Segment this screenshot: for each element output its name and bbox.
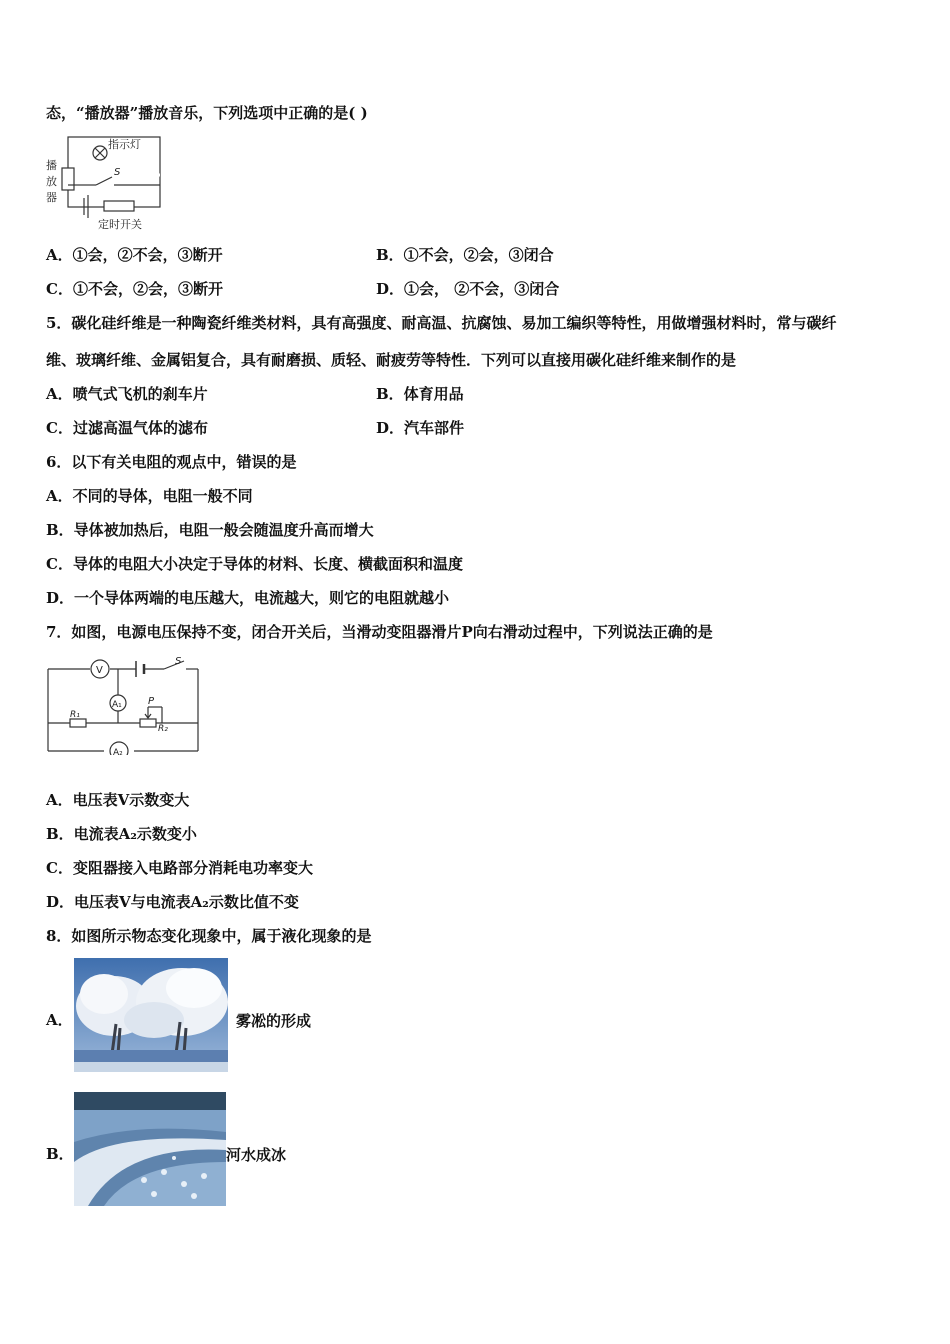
q8-option-a-caption: 雾凇的形成 bbox=[236, 1012, 312, 1030]
q5-option-b: B．体育用品 bbox=[376, 385, 464, 403]
switch-icon bbox=[96, 177, 112, 185]
q6-option-a: A．不同的导体，电阻一般不同 bbox=[46, 487, 253, 505]
r1-icon bbox=[70, 719, 86, 727]
q5-stem-line2: 维、玻璃纤维、金属铝复合，具有耐磨损、质轻、耐疲劳等特性．下列可以直接用碳化硅纤维来制作的是 bbox=[46, 351, 737, 369]
r2-icon bbox=[140, 719, 156, 727]
q7-option-b: B．电流表A₂示数变小 bbox=[46, 825, 197, 843]
q4-switch-label: S bbox=[114, 167, 121, 178]
timer-label: 定时开关 bbox=[98, 218, 142, 231]
player-label-2: 放 bbox=[46, 175, 57, 188]
player-icon bbox=[62, 168, 74, 190]
voltmeter-label: V bbox=[96, 665, 103, 676]
q5-option-c: C．过滤高温气体的滤布 bbox=[46, 419, 208, 437]
q6-option-b: B．导体被加热后，电阻一般会随温度升高而增大 bbox=[46, 521, 374, 539]
q8-option-b-caption: 河水成冰 bbox=[226, 1146, 287, 1164]
q7-stem: 7．如图，电源电压保持不变，闭合开关后，当滑动变阻器滑片P向右滑动过程中，下列说法正确的是 bbox=[46, 623, 713, 641]
slider-label: P bbox=[148, 696, 155, 707]
q5-stem-line1: 5．碳化硅纤维是一种陶瓷纤维类材料，具有高强度、耐高温、抗腐蚀、易加工编织等特性，用做增强材料时，常与碳纤 bbox=[46, 314, 837, 332]
q6-stem: 6．以下有关电阻的观点中，错误的是 bbox=[46, 453, 297, 471]
q6-option-d: D．一个导体两端的电压越大，电流越大，则它的电阻就越小 bbox=[46, 589, 450, 607]
ammeter1-label: A₁ bbox=[112, 700, 122, 710]
q4-option-d: D．①会， ②不会，③闭合 bbox=[376, 280, 560, 298]
player-label-3: 器 bbox=[46, 191, 57, 204]
q4-option-c: C．①不会，②会，③断开 bbox=[46, 280, 223, 298]
ammeter2-label: A₂ bbox=[113, 748, 123, 755]
q4-stem-tail: 态，“播放器”播放音乐，下列选项中正确的是( ) bbox=[46, 104, 368, 122]
q8-stem: 8．如图所示物态变化现象中，属于液化现象的是 bbox=[46, 927, 372, 945]
r1-label: R₁ bbox=[70, 710, 80, 720]
q8-option-a-letter: A． bbox=[46, 1011, 73, 1029]
q5-option-d: D．汽车部件 bbox=[376, 419, 465, 437]
r2-label: R₂ bbox=[158, 724, 168, 734]
timer-switch-icon bbox=[104, 201, 134, 211]
q6-option-c: C．导体的电阻大小决定于导体的材料、长度、横截面积和温度 bbox=[46, 555, 463, 573]
river-ice-photo bbox=[74, 1092, 226, 1206]
lamp-label: 指示灯 bbox=[108, 138, 141, 151]
q7-switch-label: S bbox=[175, 656, 182, 667]
q5-option-a: A．喷气式飞机的刹车片 bbox=[46, 385, 208, 403]
q4-circuit-figure bbox=[44, 133, 164, 233]
q4-option-b: B．①不会，②会，③闭合 bbox=[376, 246, 554, 264]
q7-option-c: C．变阻器接入电路部分消耗电功率变大 bbox=[46, 859, 313, 877]
q8-option-b-letter: B． bbox=[46, 1145, 74, 1163]
q4-option-a: A．①会，②不会，③断开 bbox=[46, 246, 223, 264]
q7-option-a: A．电压表V示数变大 bbox=[46, 791, 190, 809]
q7-option-d: D．电压表V与电流表A₂示数比值不变 bbox=[46, 893, 299, 911]
player-label-1: 播 bbox=[46, 159, 57, 172]
rime-photo bbox=[74, 958, 228, 1072]
q7-circuit-figure bbox=[44, 655, 204, 755]
